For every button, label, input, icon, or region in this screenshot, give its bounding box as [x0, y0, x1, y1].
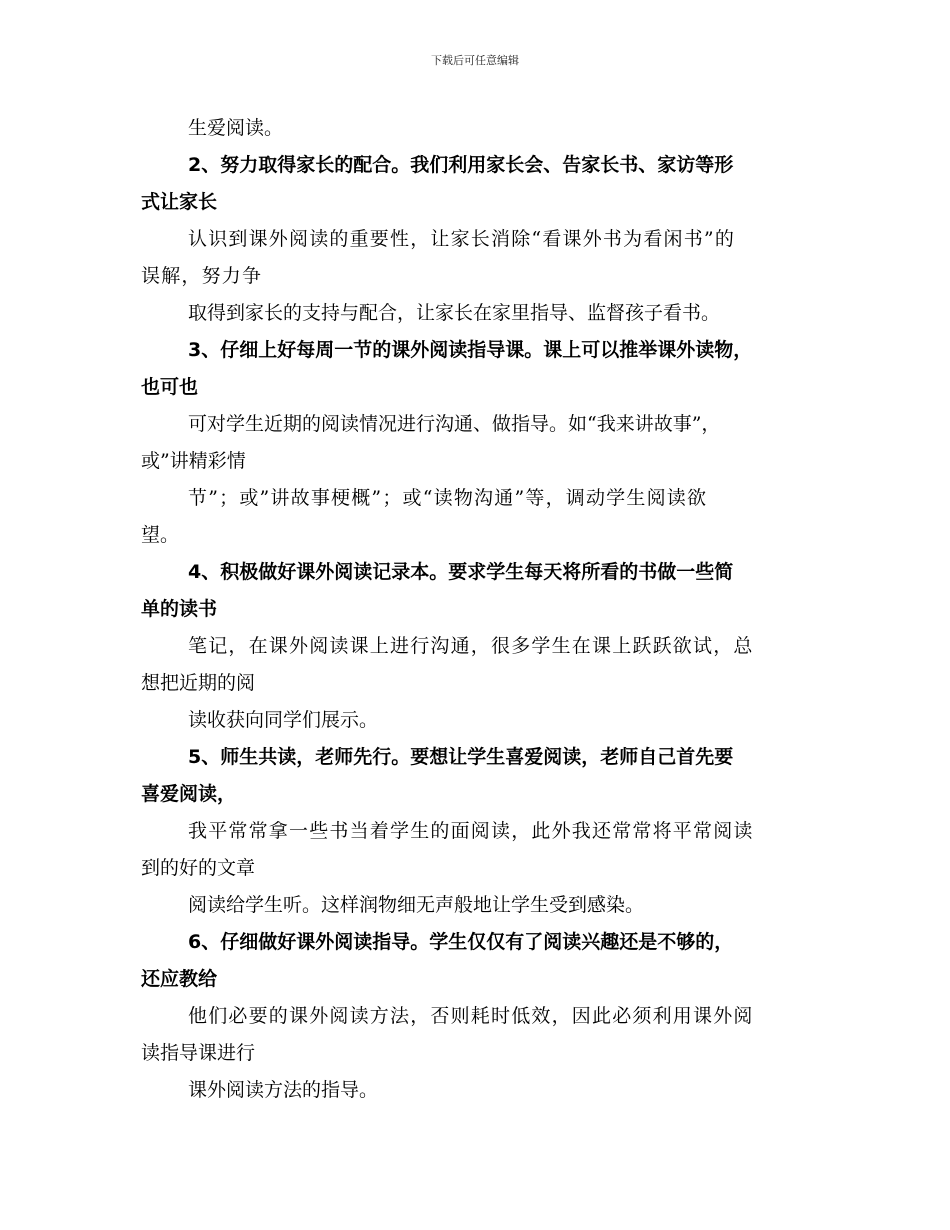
text-line: 望。 — [141, 524, 180, 546]
text-line: 课外阅读方法的指导。 — [188, 1079, 379, 1101]
text-line: 认识到课外阅读的重要性，让家长消除“看课外书为看闲书”的 — [188, 228, 736, 250]
heading-line: 式让家长 — [141, 191, 218, 213]
heading-line: 4、积极做好课外阅读记录本。要求学生每天将所看的书做一些简 — [188, 561, 734, 583]
heading-line: 单的读书 — [141, 598, 218, 620]
text-line: 节”；或”讲故事梗概”；或“读物沟通”等，调动学生阅读欲 — [188, 487, 708, 509]
text-line: 笔记，在课外阅读课上进行沟通，很多学生在课上跃跃欲试，总 — [188, 635, 754, 657]
heading-line: 2、努力取得家长的配合。我们利用家长会、告家长书、家访等形 — [188, 154, 734, 176]
text-line: 读指导课进行 — [141, 1042, 256, 1064]
heading-line: 6、仔细做好课外阅读指导。学生仅仅有了阅读兴趣还是不够的， — [188, 931, 734, 953]
text-line: 取得到家长的支持与配合，让家长在家里指导、监督孩子看书。 — [188, 302, 721, 324]
text-line: 读收获向同学们展示。 — [188, 709, 379, 731]
text-line: 可对学生近期的阅读情况进行沟通、做指导。如“我来讲故事”， — [188, 413, 721, 435]
heading-line: 喜爱阅读， — [141, 783, 237, 805]
text-line: 到的好的文章 — [141, 857, 256, 879]
text-line: 想把近期的阅 — [141, 672, 256, 694]
heading-line: 3、仔细上好每周一节的课外阅读指导课。课上可以推举课外读物， — [188, 339, 753, 361]
document-body — [141, 110, 831, 1109]
text-line: 生爱阅读。 — [188, 117, 284, 139]
text-line: 我平常常拿一些书当着学生的面阅读，此外我还常常将平常阅读 — [188, 820, 754, 842]
heading-line: 5、师生共读，老师先行。要想让学生喜爱阅读，老师自己首先要 — [188, 746, 734, 768]
heading-line: 也可也 — [141, 376, 199, 398]
text-line: 他们必要的课外阅读方法，否则耗时低效，因此必须利用课外阅 — [188, 1005, 754, 1027]
text-line: 或”讲精彩情 — [141, 450, 246, 472]
page-header: 下载后可任意编辑 — [431, 54, 519, 67]
text-line: 阅读给学生听。这样润物细无声般地让学生受到感染。 — [188, 894, 645, 916]
text-line: 误解，努力争 — [141, 265, 263, 287]
heading-line: 还应教给 — [141, 968, 218, 990]
